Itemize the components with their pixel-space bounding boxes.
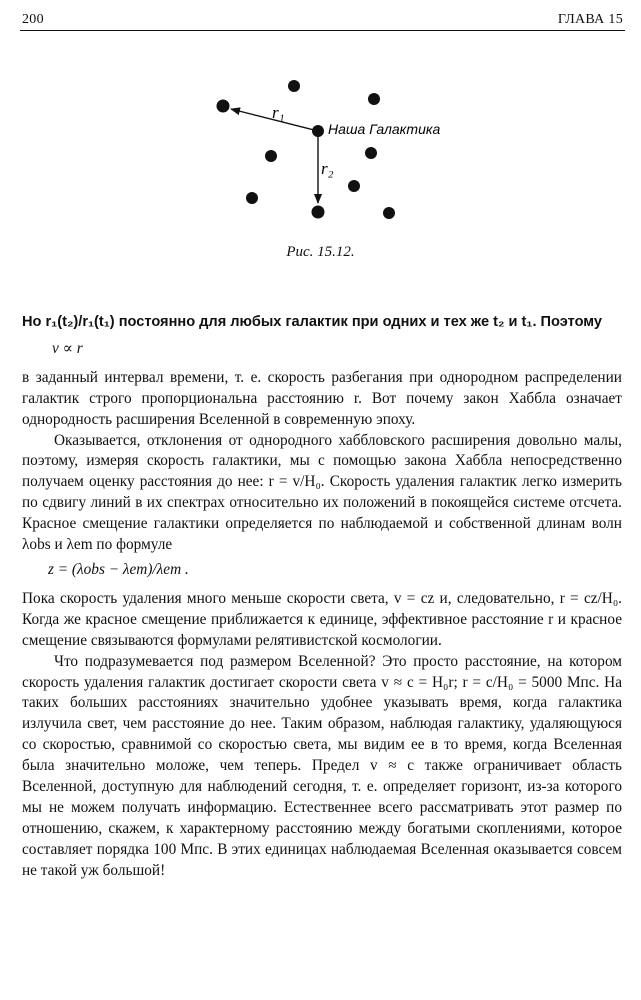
galaxy-dot [265, 150, 277, 162]
label-our-galaxy: Наша Галактика [328, 121, 441, 137]
label-r1: r₁ [272, 103, 285, 122]
paragraph-relativistic: Пока скорость удаления много меньше скорости света, v = cz и, следовательно, r = cz/H₀. Когда же красное смещение приближается к единице, эффективное расстояние r и красное смещение связываются формулами релятивистской космологии. [22, 589, 622, 649]
paragraph-lead: Но r₁(t₂)/r₁(t₁) постоянно для любых галактик при одних и тех же t₂ и t₁. Поэтому [22, 314, 603, 330]
galaxy-dot [368, 93, 380, 105]
galaxy-dot [348, 180, 360, 192]
galaxy-dot [365, 147, 377, 159]
paragraph-redshift: Оказывается, отклонения от однородного хаббловского расширения довольно малы, поэтому, измеряя скорость галактики, мы с помощью закона Хаббла непосредственно получаем оценку расстояния до нее: r = v/H₀. Скорость удаления галактик легко измерить по сдвигу линий в их спектрах относительно их положений в покоящейся системе отсчета. Красное смещение галактики определяется по наблюдаемой и собственной длинам волн λobs и λem по формуле [22, 431, 622, 554]
galaxy-dot [312, 206, 325, 219]
galaxy-figure [0, 0, 641, 270]
galaxy-dot [246, 192, 258, 204]
formula-redshift: z = (λobs − λem)/λem . [48, 560, 189, 578]
body-text [22, 312, 622, 882]
galaxy-dot [383, 207, 395, 219]
galaxy-dot [288, 80, 300, 92]
formula-proportional: v ∝ r [52, 339, 83, 357]
galaxy-dot [217, 100, 230, 113]
figure-caption: Рис. 15.12. [286, 244, 355, 260]
galaxy-dots [217, 80, 396, 219]
page-number: 200 [22, 12, 44, 27]
label-r2: r₂ [321, 159, 334, 178]
paragraph-universe-size: Что подразумевается под размером Вселенной? Это просто расстояние, на котором скорость удаления галактик достигает скорости света v ≈ c = H₀r; r = c/H₀ = 5000 Мпс. На таких больших расстояниях значительно удобнее указывать время, когда галактика излучила свет, чем расстояние до нее. Таким образом, наблюдая галактику, удаляющуюся со скоростью, сравнимой со скоростью света, мы видим ее в то время, когда Вселенная была значительно моложе, чем теперь. Предел v ≈ c также ограничивает область Вселенной, доступную для наблюдений сегодня, т. е. определяет горизонт, из-за которого мы не можем получать информацию. Естественнее всего рассматривать этот размер по отношению, скажем, к характерному расстоянию между богатыми скоплениями, которое составляет порядка 100 Мпс. В этих единицах наблюдаемая Вселенная оказывается совсем не такой уж большой! [22, 652, 622, 879]
chapter-title: ГЛАВА 15 [557, 12, 623, 27]
paragraph-uniform-expansion: в заданный интервал времени, т. е. скорость разбегания при однородном распределении галактик строго пропорциональна расстоянию r. Вот почему закон Хаббла означает однородность расширения Вселенной в современную эпоху. [22, 368, 622, 428]
